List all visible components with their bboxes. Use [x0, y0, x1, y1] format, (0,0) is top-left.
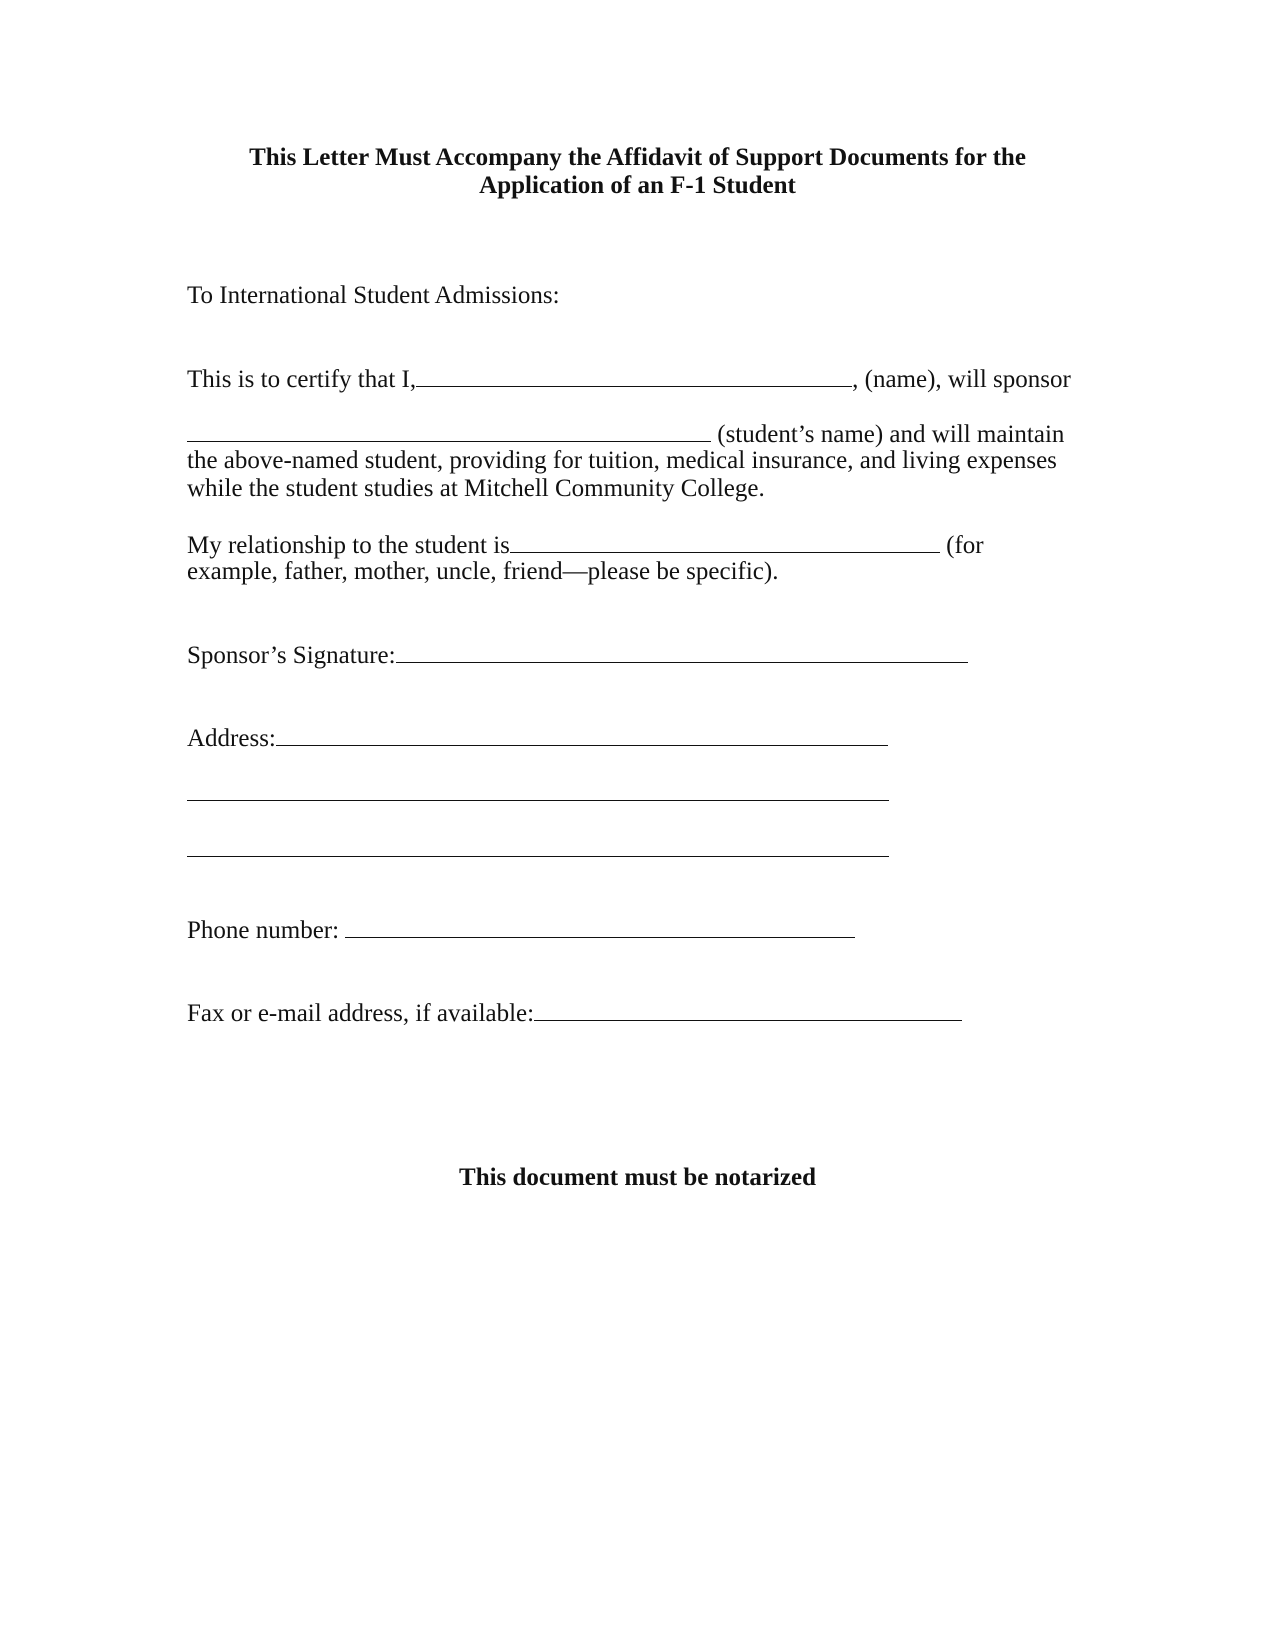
- phone-label: Phone number:: [187, 917, 346, 944]
- relationship-field[interactable]: [510, 530, 940, 553]
- relationship-line-1: [187, 530, 984, 560]
- address-label: Address:: [187, 725, 276, 752]
- certify-line-4: while the student studies at Mitchell Community College.: [187, 475, 765, 502]
- notarized-notice: This document must be notarized: [459, 1164, 816, 1191]
- address-line-2: [187, 778, 889, 808]
- relationship-line-2: example, father, mother, uncle, friend—please be specific).: [187, 558, 779, 585]
- student-name-field[interactable]: [187, 419, 711, 442]
- address-field-1[interactable]: [276, 723, 888, 746]
- certify-line-1: [187, 364, 1071, 394]
- fax-email-label: Fax or e-mail address, if available:: [187, 1000, 535, 1027]
- signature-line: [187, 640, 968, 670]
- signature-label: Sponsor’s Signature:: [187, 642, 396, 669]
- phone-field[interactable]: [345, 915, 855, 938]
- address-field-3[interactable]: [187, 834, 889, 857]
- phone-line: [187, 915, 855, 945]
- certify-line-3: the above-named student, providing for tuition, medical insurance, and living expenses: [187, 447, 1057, 474]
- salutation: To International Student Admissions:: [187, 282, 560, 309]
- relationship-prefix: My relationship to the student is: [187, 532, 510, 559]
- certify-suffix: , (name), will sponsor: [852, 366, 1071, 393]
- sponsor-name-field[interactable]: [416, 364, 852, 387]
- document-title-line-1: This Letter Must Accompany the Affidavit of Support Documents for the: [249, 144, 1026, 171]
- relationship-suffix: (for: [939, 532, 984, 559]
- signature-field[interactable]: [396, 640, 968, 663]
- certify-line-2: [187, 419, 1064, 449]
- fax-email-line: [187, 998, 962, 1028]
- fax-email-field[interactable]: [534, 998, 962, 1021]
- document-title-line-2: Application of an F-1 Student: [479, 172, 796, 199]
- certify-student-suffix: (student’s name) and will maintain: [711, 421, 1065, 448]
- certify-prefix: This is to certify that I,: [187, 366, 417, 393]
- address-line-1: [187, 723, 888, 753]
- address-field-2[interactable]: [187, 778, 889, 801]
- address-line-3: [187, 834, 889, 864]
